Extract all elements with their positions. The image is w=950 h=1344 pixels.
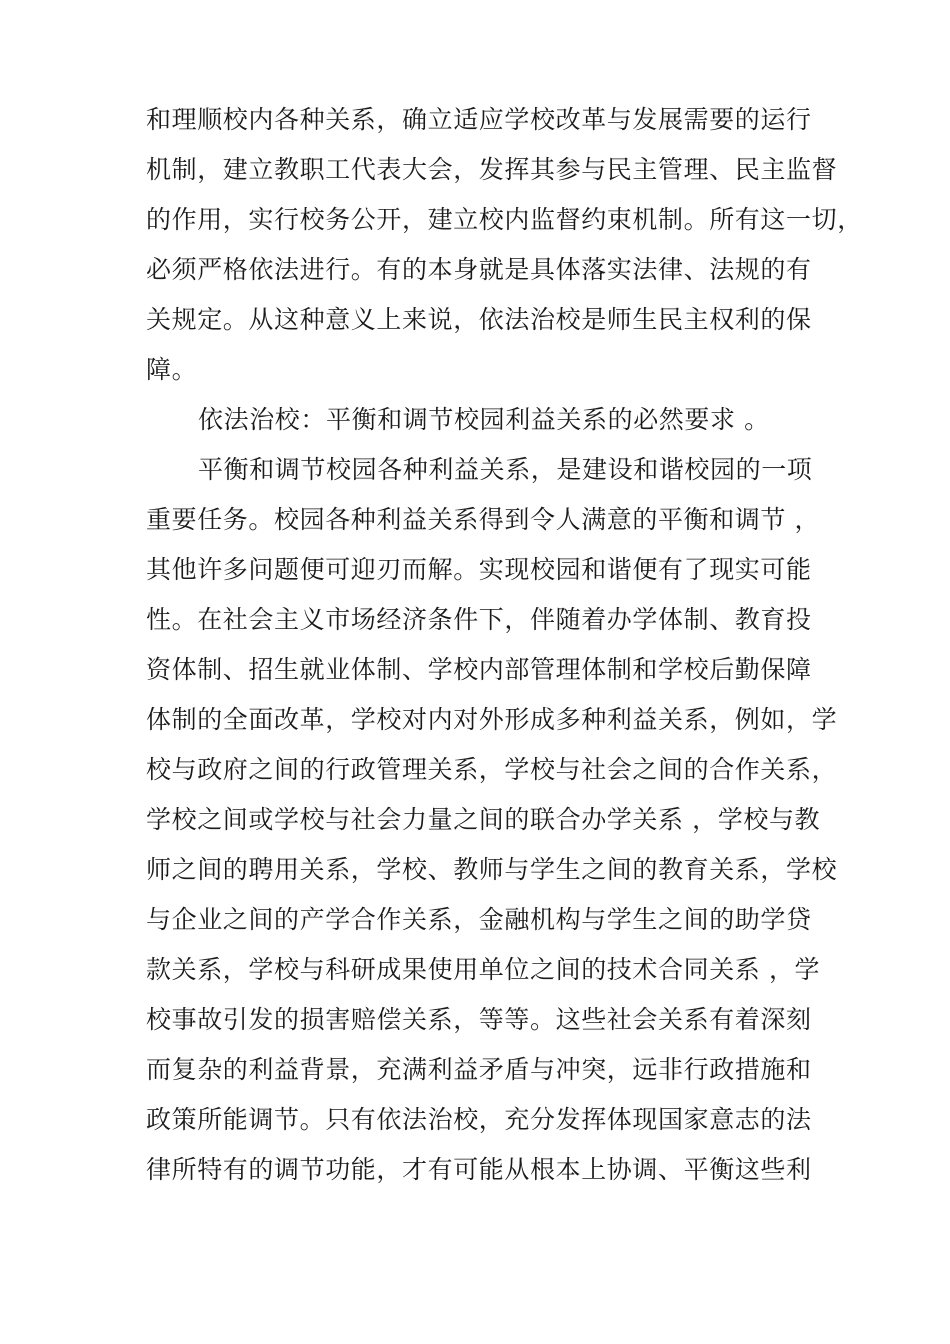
text-line: 关规定。从这种意义上来说，依法治校是师生民主权利的保 — [146, 305, 812, 334]
document-body — [146, 95, 863, 1195]
text-line: 体制的全面改革，学校对内对外形成多种利益关系，例如，学 — [146, 705, 838, 734]
text-line: 与企业之间的产学合作关系，金融机构与学生之间的助学贷 — [146, 905, 812, 934]
text-line: 重要任务。校园各种利益关系得到令人满意的平衡和调节 ， — [146, 505, 821, 534]
text-line: 师之间的聘用关系，学校、教师与学生之间的教育关系，学校 — [146, 855, 838, 884]
text-line: 平衡和调节校园各种利益关系，是建设和谐校园的一项 — [198, 455, 813, 484]
text-line: 政策所能调节。只有依法治校，充分发挥体现国家意志的法 — [146, 1105, 812, 1134]
text-line: 校事故引发的损害赔偿关系，等等。这些社会关系有着深刻 — [146, 1005, 812, 1034]
text-line: 机制，建立教职工代表大会，发挥其参与民主管理、民主监督 — [146, 155, 838, 184]
text-line: 必须严格依法进行。有的本身就是具体落实法律、法规的有 — [146, 255, 812, 284]
text-line: 依法治校：平衡和调节校园利益关系的必然要求 。 — [198, 405, 770, 434]
text-line: 而复杂的利益背景，充满利益矛盾与冲突，远非行政措施和 — [146, 1055, 812, 1084]
paragraph — [146, 95, 863, 395]
text-line: 其他许多问题便可迎刃而解。实现校园和谐便有了现实可能 — [146, 555, 812, 584]
text-line: 校与政府之间的行政管理关系，学校与社会之间的合作关系， — [146, 755, 838, 784]
text-line: 的作用，实行校务公开，建立校内监督约束机制。所有这一切， — [146, 205, 863, 234]
text-line: 和理顺校内各种关系，确立适应学校改革与发展需要的运行 — [146, 105, 812, 134]
text-line: 款关系，学校与科研成果使用单位之间的技术合同关系 ，学 — [146, 955, 821, 984]
text-line: 性。在社会主义市场经济条件下，伴随着办学体制、教育投 — [146, 605, 812, 634]
text-line: 律所特有的调节功能，才有可能从根本上协调、平衡这些利 — [146, 1155, 812, 1184]
paragraph — [146, 445, 838, 1195]
text-line: 学校之间或学校与社会力量之间的联合办学关系 ，学校与教 — [146, 805, 821, 834]
text-line: 障。 — [146, 355, 198, 384]
paragraph — [146, 395, 826, 445]
text-line: 资体制、招生就业体制、学校内部管理体制和学校后勤保障 — [146, 655, 812, 684]
